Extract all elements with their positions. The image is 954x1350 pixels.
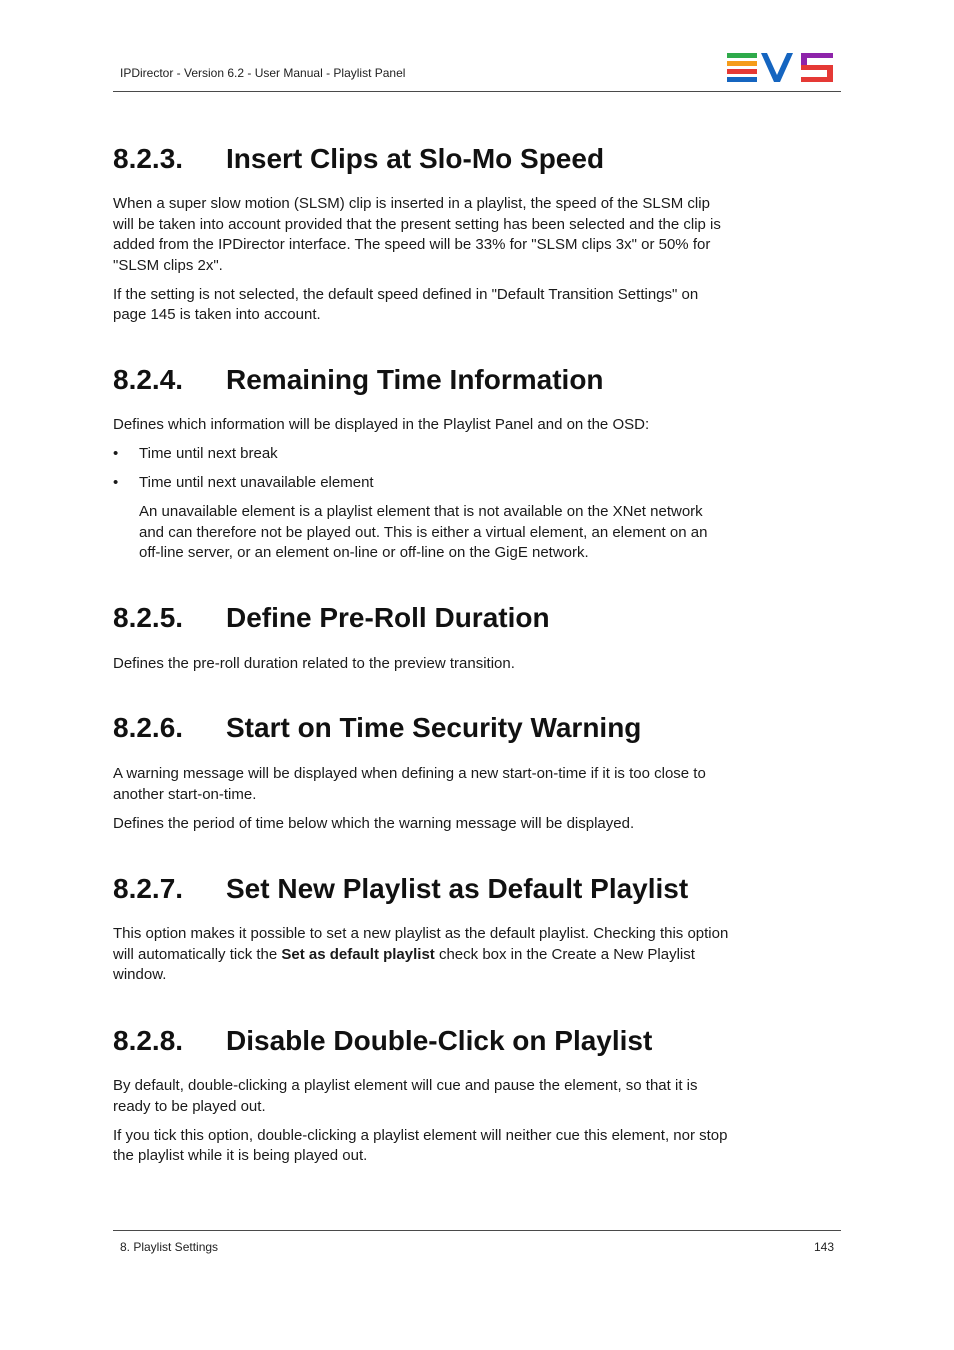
paragraph: If you tick this option, double-clicking a playlist element will neither cue this element, nor stop the playlist while it is being played out. <box>113 1126 728 1164</box>
paragraph-text: check box in the Create a New Playlist window. <box>113 945 695 983</box>
section-number: 8.2.5. <box>113 602 184 633</box>
paragraph: By default, double-clicking a playlist element will cue and pause the element, so that it is ready to be played out. <box>113 1077 698 1115</box>
list-item-text: Time until next break <box>139 445 278 462</box>
page-footer <box>113 1230 841 1254</box>
section-title: Disable Double-Click on Playlist <box>226 1025 653 1056</box>
paragraph: If the setting is not selected, the default speed defined in "Default Transition Settings" on page 145 is taken into account. <box>113 285 699 323</box>
section-number: 8.2.4. <box>113 364 184 395</box>
paragraph-text: This option makes it possible to set a new playlist as the default playlist. Checking this option will automatically tick the <box>113 925 729 963</box>
bullet-icon: • <box>113 474 119 491</box>
paragraph: Defines which information will be displayed in the Playlist Panel and on the OSD: <box>113 416 650 433</box>
section-title: Start on Time Security Warning <box>226 712 642 743</box>
section-number: 8.2.6. <box>113 712 184 743</box>
section-title: Insert Clips at Slo-Mo Speed <box>226 143 605 174</box>
section-number: 8.2.3. <box>113 143 184 174</box>
section-title: Define Pre-Roll Duration <box>226 602 550 633</box>
page-number: 143 <box>813 1240 834 1254</box>
paragraph: When a super slow motion (SLSM) clip is inserted in a playlist, the speed of the SLSM clip will be taken into account provided that the present setting has been selected and the clip is added from the IPDirector interface. The speed will be 33% for "SLSM clips 3x" or 50% for "SLSM clips 2x". <box>113 195 721 274</box>
section-body <box>113 194 731 334</box>
list-item <box>113 473 731 494</box>
section-number: 8.2.7. <box>113 873 184 904</box>
section-body <box>113 924 731 994</box>
section-title: Set New Playlist as Default Playlist <box>226 873 689 904</box>
section-title: Remaining Time Information <box>226 364 604 395</box>
page-header <box>113 0 841 92</box>
ui-term: Set as default playlist <box>281 945 435 963</box>
section-body <box>113 654 731 683</box>
paragraph: Defines the period of time below which the warning message will be displayed. <box>113 814 635 832</box>
paragraph <box>113 924 731 986</box>
evs-logo <box>727 53 833 82</box>
paragraph: Defines the pre-roll duration related to the preview transition. <box>113 655 515 672</box>
footer-chapter: 8. Playlist Settings <box>120 1240 219 1254</box>
list-item-text: Time until next unavailable element <box>139 474 374 491</box>
section-body <box>113 1076 731 1175</box>
section-number: 8.2.8. <box>113 1025 184 1056</box>
section-body <box>113 764 731 843</box>
list-item <box>113 444 731 465</box>
header-title: IPDirector - Version 6.2 - User Manual - Playlist Panel <box>120 66 406 80</box>
indented-note: An unavailable element is a playlist element that is not available on the XNet network and can therefore not be played out. This is either a virtual element, an element on an off-line server, or an element on-line or off-line on the GigE network. <box>139 503 708 561</box>
section-body <box>113 415 731 572</box>
bullet-icon: • <box>113 445 119 462</box>
paragraph: A warning message will be displayed when defining a new start-on-time if it is too close to another start-on-time. <box>113 765 706 803</box>
